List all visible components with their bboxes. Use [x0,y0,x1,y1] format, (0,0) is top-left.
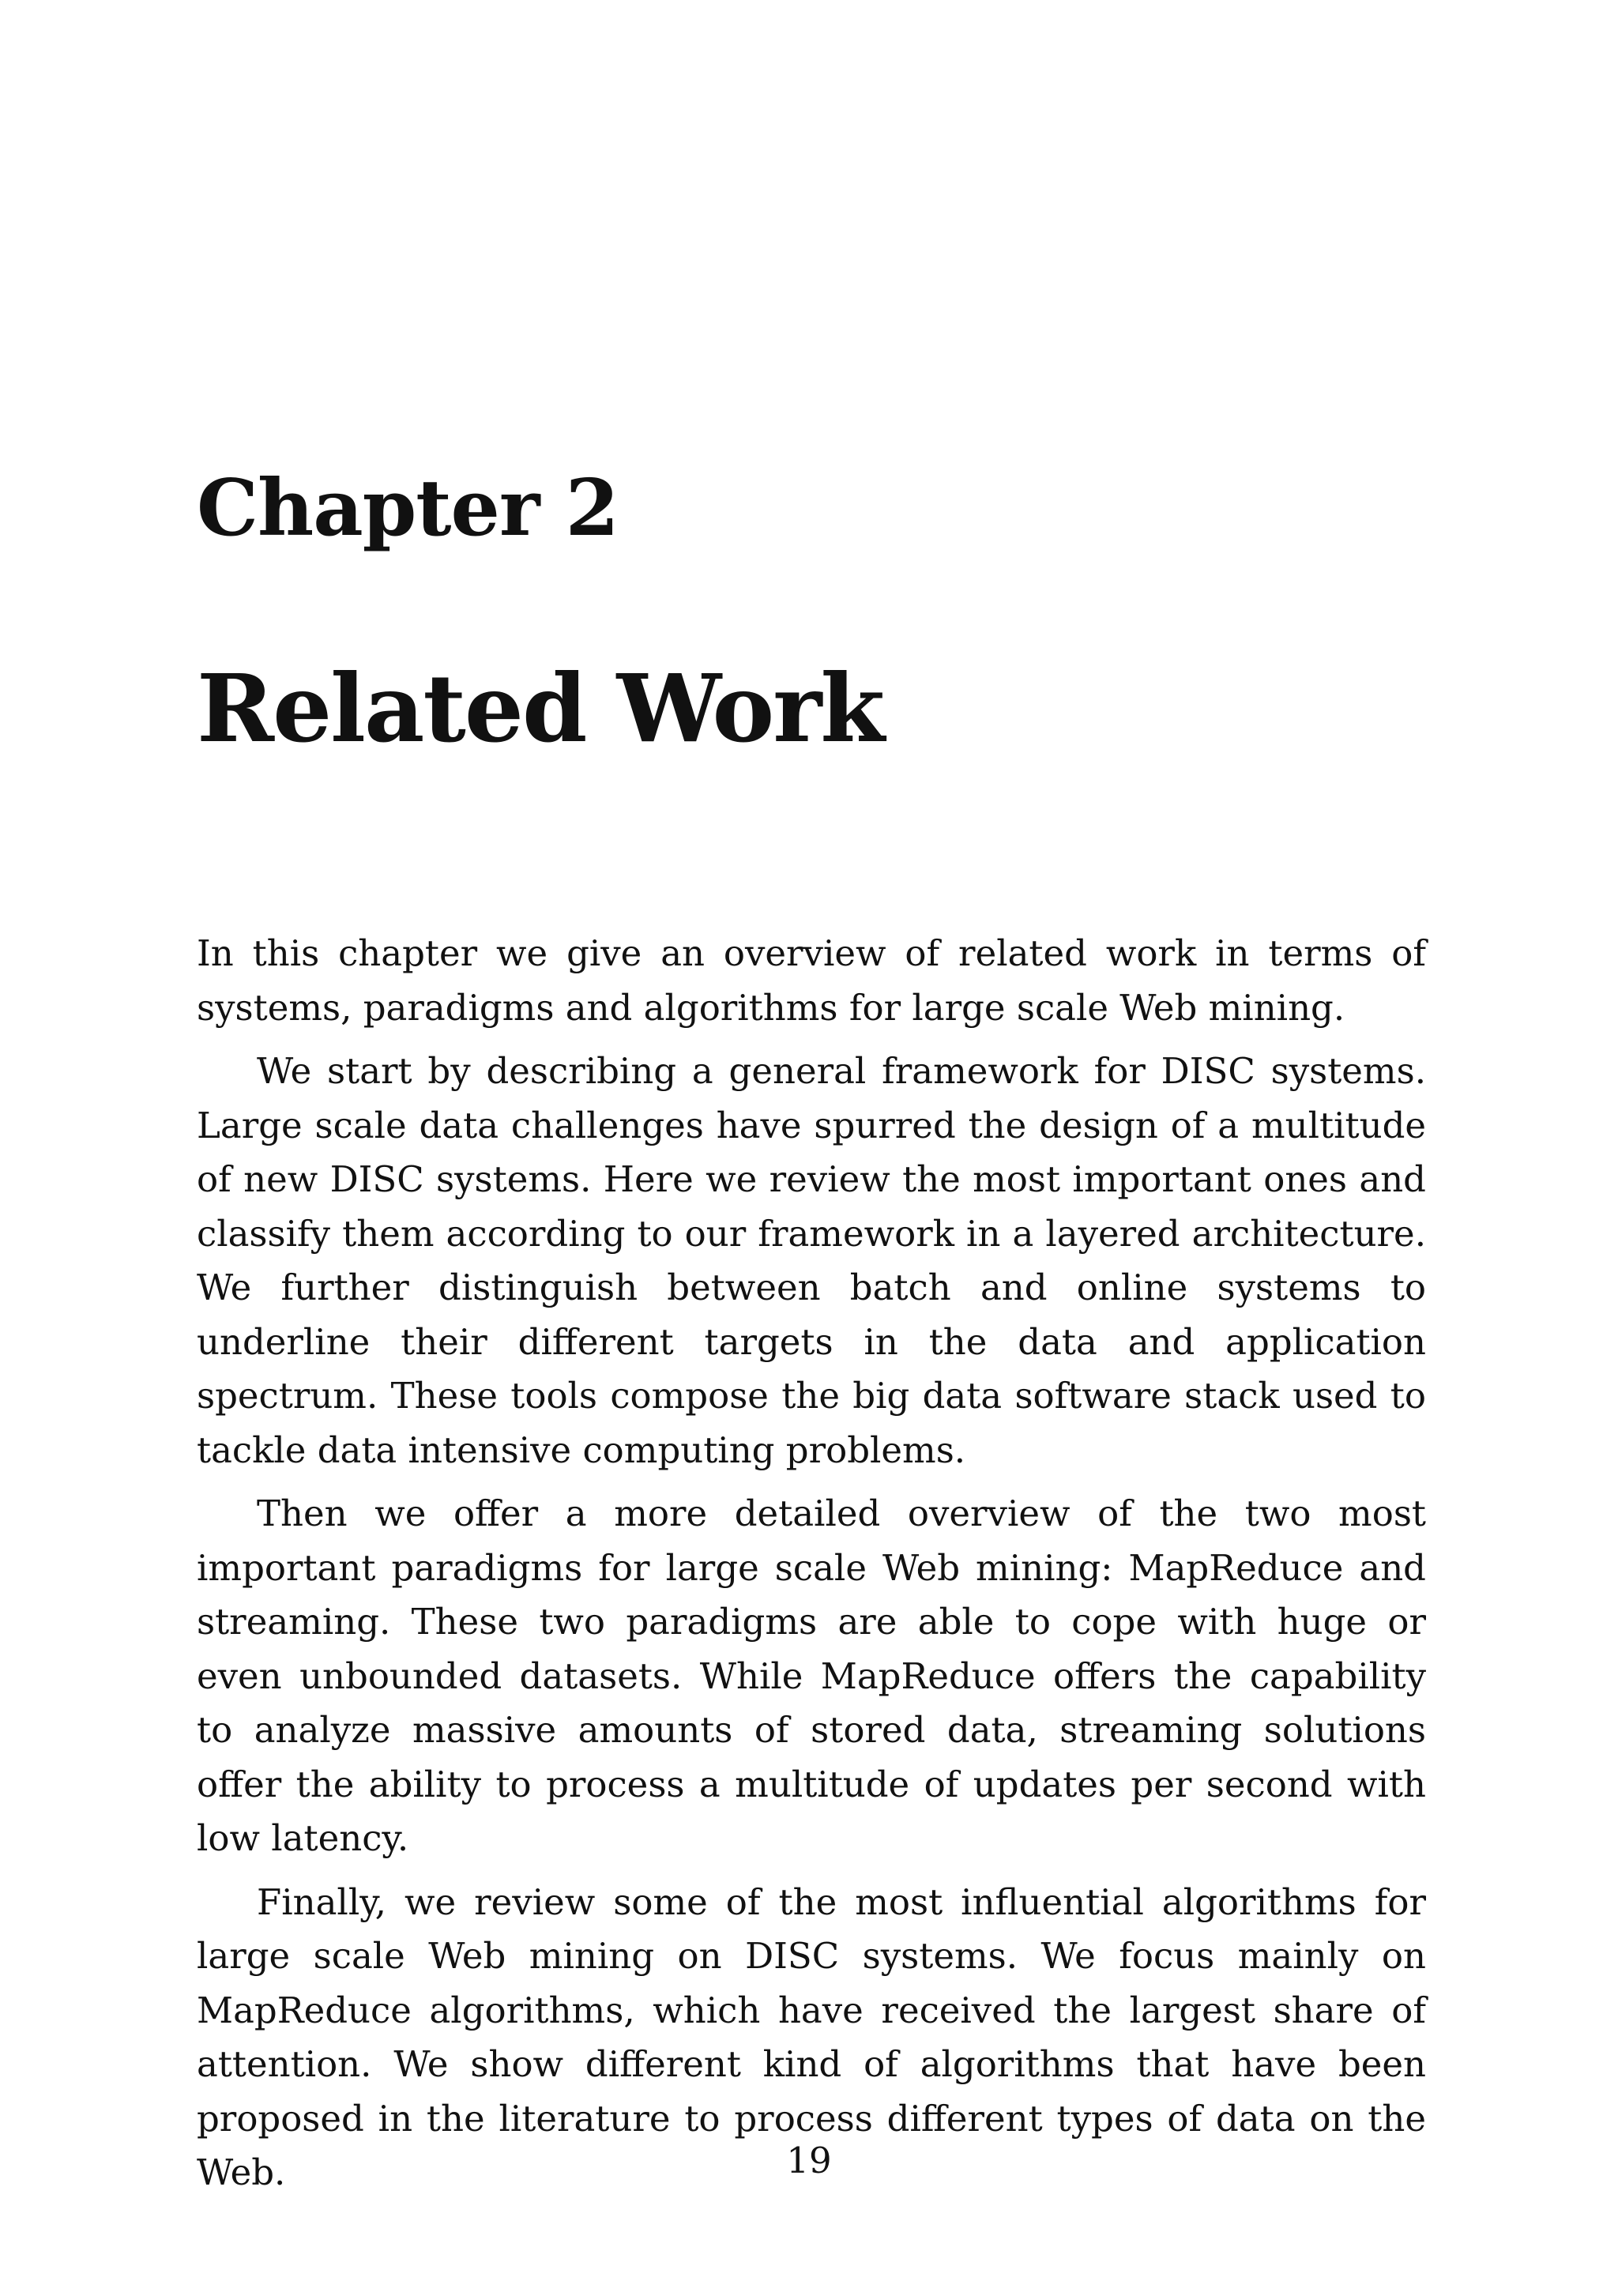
intro-paragraph: In this chapter we give an overview of related work in terms of systems, paradigms and algorithms for large scale Web mining. [197,932,1426,1029]
paradigms-paragraph: Then we offer a more detailed overview of the two most important paradigms for large scale Web mining: MapReduce and streaming. These two paradigms are able to cope with huge or even unbounded datasets. While MapReduce offers the capability to analyze massive amounts of stored data, streaming solutions offer the ability to process a multitude of updates per second with low latency. [197,1492,1426,1859]
chapter-title: Related Work [197,653,884,763]
chapter-label: Chapter 2 [197,463,619,554]
framework-paragraph: We start by describing a general framework for DISC systems. Large scale data challenges have spurred the design of a multitude of new DISC systems. Here we review the most important ones and classify them according to our framework in a layered architecture. We further distinguish between batch and online systems to underline their different targets in the data and application spectrum. These tools compose the big data software stack used to tackle data intensive computing problems. [197,1050,1426,1471]
chapter-intro [197,927,1426,2210]
page-number: 19 [786,2140,832,2181]
algorithms-paragraph: Finally, we review some of the most influential algorithms for large scale Web mining on DISC systems. We focus mainly on MapReduce algorithms, which have received the largest share of attention. We show different kind of algorithms that have been proposed in the literature to process different types of data on the Web. [197,1880,1426,2193]
